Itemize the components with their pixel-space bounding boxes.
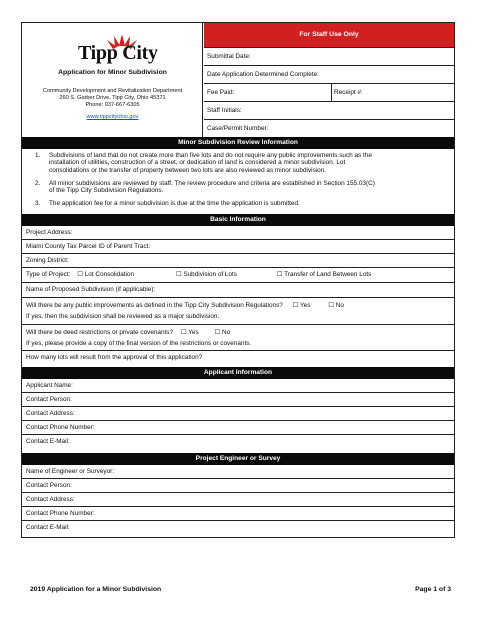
dept-address: 260 S. Garber Drive, Tipp City, Ohio 45371 [59,95,166,102]
form-header [22,23,454,137]
logo-text: Tipp City [78,42,158,64]
project-address-field[interactable]: Project Address: [22,226,454,240]
list-line: of the Tipp City Subdivision Regulations. [49,187,164,195]
restrictions-question-line [26,327,454,338]
fee-paid-row [204,83,454,101]
engineer-contact-email-field[interactable]: Contact E-Mail: [26,524,70,531]
list-line: consolidations or the transfer of property between two lots are also reviewed as minor subdivision. [49,166,327,174]
footer-title: 2019 Application for a Minor Subdivision [30,586,162,593]
receipt-field[interactable]: Receipt #: [331,84,363,101]
list-line: Subdivisions of land that do not create more than five lots and do not require any public improvements such as the [49,152,372,159]
improvements-note: If yes, then the subdivision shall be reviewed as a major subdivision. [26,313,220,320]
applicant-contact-address-field[interactable]: Contact Address: [22,407,454,421]
lots-count-field[interactable]: How many lots will result from the approval of this application? [26,354,203,361]
proposed-name-field[interactable]: Name of Proposed Subdivision (if applicable): [22,283,454,298]
list-line: installation of utilities, construction of a street, or dedication of land is considered a minor subdivision. Lot [49,159,346,167]
parcel-id-field[interactable]: Miami County Tax Parcel ID of Parent Tract: [22,240,454,254]
engineer-contact-address-field[interactable]: Contact Address: [22,493,454,507]
list-text [49,180,449,195]
page-number: Page 1 of 3 [415,586,451,593]
restrictions-question: Will there be deed restrictions or private covenants? [26,329,174,336]
list-number: 1. [35,152,41,159]
list-line: All minor subdivisions are reviewed by staff. The review procedure and criteria are established in Section 155.03(C) [49,180,375,187]
project-type-row [22,268,454,283]
zoning-district-field[interactable]: Zoning District: [22,254,454,268]
applicant-contact-phone-field[interactable]: Contact Phone Number: [22,421,454,435]
restrictions-yes-checkbox[interactable]: ☐ Yes [180,329,199,336]
department-info [22,88,203,110]
website-link[interactable]: www.tippcityohio.gov [86,114,139,120]
engineer-contact-phone-field[interactable]: Contact Phone Number: [22,507,454,521]
lot-consolidation-checkbox[interactable]: ☐ Lot Consolidation [77,271,135,278]
improvements-row [22,298,454,325]
city-info-block [22,23,203,137]
staff-initials-field[interactable]: Staff Initials: [204,101,454,119]
submittal-date-field[interactable]: Submittal Date: [204,47,454,65]
list-number: 2. [35,180,41,187]
restrictions-note: If yes, please provide a copy of the final version of the restrictions or covenants. [26,340,252,347]
list-text [49,152,449,174]
project-type-label: Type of Project: [26,271,71,278]
improvements-yes-checkbox[interactable]: ☐ Yes [292,302,311,309]
improvements-question: Will there be any public improvements as defined in the Tipp City Subdivision Regulations? [26,302,283,309]
transfer-of-land-checkbox[interactable]: ☐ Transfer of Land Between Lots [276,271,372,278]
case-number-field[interactable]: Case/Permit Number: [204,119,454,137]
improvements-question-line [26,300,454,311]
dept-line: Community Development and Revitalization Department [42,88,183,94]
staff-use-heading: For Staff Use Only [204,23,454,47]
applicant-contact-person-field[interactable]: Contact Person: [22,393,454,407]
review-section-heading: Minor Subdivision Review Information [22,137,454,149]
applicant-contact-email-field[interactable]: Contact E-Mail: [26,438,70,445]
restrictions-no-checkbox[interactable]: ☐ No [214,329,231,336]
application-title: Application for Minor Subdivision [58,69,167,76]
fee-paid-field[interactable]: Fee Paid: [207,89,235,96]
basic-info-heading: Basic Information [22,214,454,226]
list-line: The application fee for a minor subdivision is due at the time the application is submitted. [49,200,300,207]
application-form [21,22,455,538]
list-number: 3. [35,200,41,207]
dept-phone: Phone: 937-667-6305 [85,102,140,109]
engineer-heading: Project Engineer or Survey [22,453,454,465]
list-text [49,200,449,207]
engineer-contact-person-field[interactable]: Contact Person: [22,479,454,493]
date-complete-field[interactable]: Date Application Determined Complete: [204,65,454,83]
improvements-no-checkbox[interactable]: ☐ No [328,302,344,309]
tipp-city-logo [22,30,203,64]
engineer-name-field[interactable]: Name of Engineer or Surveyor: [22,465,454,479]
subdivision-of-lots-checkbox[interactable]: ☐ Subdivision of Lots [175,271,238,278]
applicant-name-field[interactable]: Applicant Name: [22,379,454,393]
applicant-info-heading: Applicant Information [22,367,454,379]
restrictions-row [22,325,454,351]
staff-use-box [204,23,454,137]
